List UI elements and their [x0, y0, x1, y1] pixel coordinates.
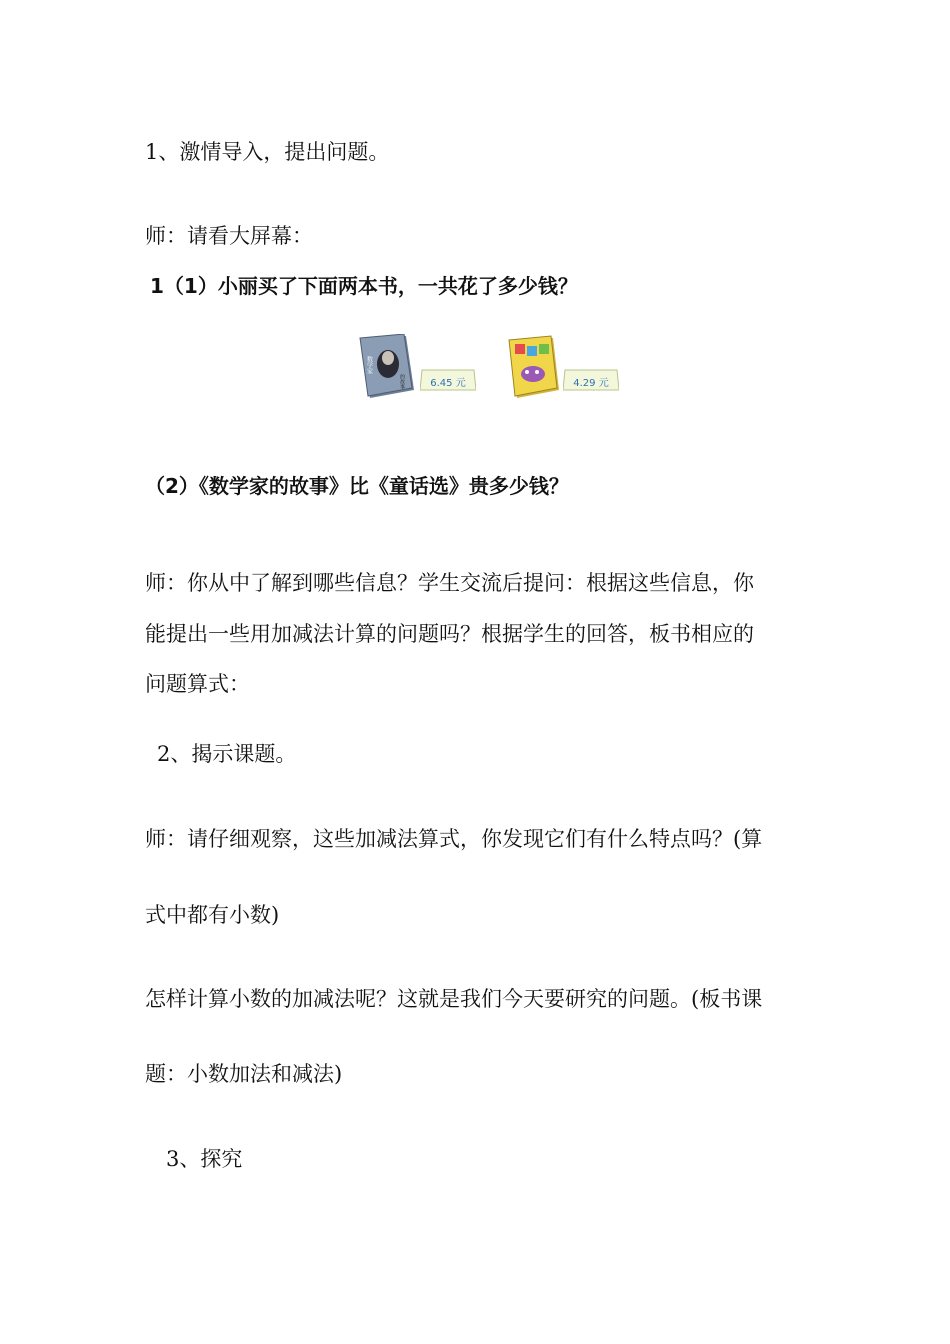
line-6: 能提出一些用加减法计算的问题吗？根据学生的回答，板书相应的: [145, 622, 754, 646]
line-13: 3、探究: [166, 1147, 243, 1171]
line-5: 师：你从中了解到哪些信息？学生交流后提问：根据这些信息，你: [145, 571, 754, 595]
line-2: 师：请看大屏幕：: [145, 224, 313, 248]
question-2: （2）《数学家的故事》比《童话选》贵多少钱？: [145, 474, 569, 498]
fairy-tale-book-image: [503, 334, 561, 404]
question-1: 1（1）小丽买了下面两本书，一共花了多少钱？: [150, 274, 578, 298]
line-10: 式中都有小数): [145, 903, 280, 927]
books-figure: [358, 334, 628, 402]
line-1: 1、激情导入，提出问题。: [145, 140, 390, 164]
svg-text:数学家: 数学家: [365, 356, 373, 374]
price-tag-2: [563, 368, 619, 392]
line-9: 师：请仔细观察，这些加减法算式，你发现它们有什么特点吗？(算: [145, 827, 763, 851]
math-book-image: [358, 334, 416, 404]
line-12: 题：小数加法和减法): [145, 1062, 343, 1086]
line-8: 2、揭示课题。: [157, 742, 297, 766]
line-7: 问题算式：: [145, 672, 250, 696]
price-tag-1: [420, 368, 476, 392]
price-2: 4.29 元: [573, 378, 609, 389]
price-1: 6.45 元: [430, 378, 466, 389]
line-11: 怎样计算小数的加减法呢？这就是我们今天要研究的问题。(板书课: [145, 987, 763, 1011]
svg-text:的故事: 的故事: [399, 374, 405, 389]
